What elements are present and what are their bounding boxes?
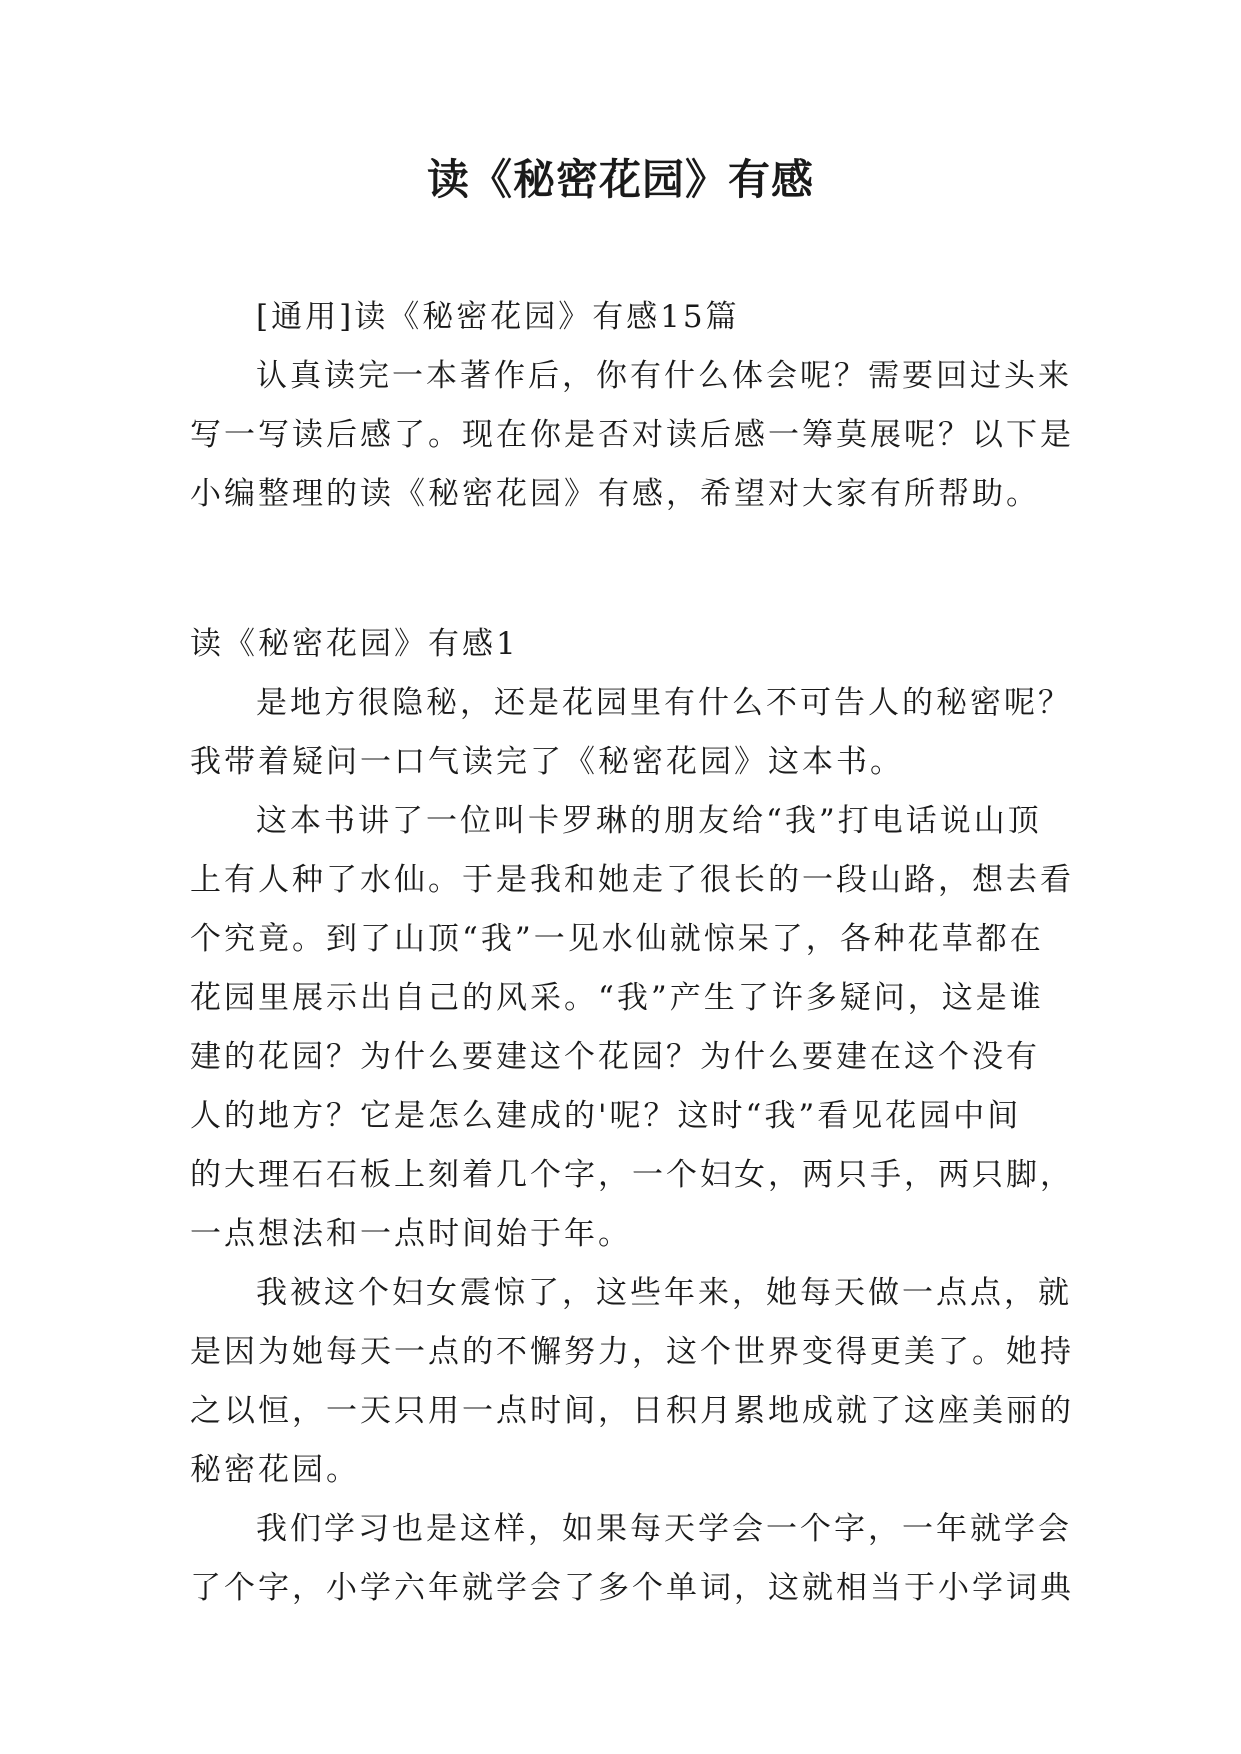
text-line: 个究竟。到了山顶“我”一见水仙就惊呆了，各种花草都在 xyxy=(190,921,1044,957)
text-line: 我们学习也是这样，如果每天学会一个字，一年就学会 xyxy=(256,1511,1072,1547)
text-line: 是因为她每天一点的不懈努力，这个世界变得更美了。她持 xyxy=(190,1334,1074,1370)
text-line: 建的花园？为什么要建这个花园？为什么要建在这个没有 xyxy=(190,1039,1040,1075)
text-line: 认真读完一本著作后，你有什么体会呢？需要回过头来 xyxy=(256,358,1072,394)
section-heading: 读《秘密花园》有感1 xyxy=(190,626,519,662)
text-line: 了个字，小学六年就学会了多个单词，这就相当于小学词典 xyxy=(190,1570,1074,1606)
section-gap xyxy=(190,524,1065,615)
text-line: 之以恒，一天只用一点时间，日积月累地成就了这座美丽的 xyxy=(190,1393,1074,1429)
text-line: [通用]读《秘密花园》有感15篇 xyxy=(256,299,740,335)
text-line: 的大理石石板上刻着几个字，一个妇女，两只手，两只脚， xyxy=(190,1157,1074,1193)
document-title: 读《秘密花园》有感 xyxy=(426,155,814,204)
text-line: 花园里展示出自己的风采。“我”产生了许多疑问，这是谁 xyxy=(190,980,1044,1016)
text-line: 我被这个妇女震惊了，这些年来，她每天做一点点，就 xyxy=(256,1275,1072,1311)
text-line: 小编整理的读《秘密花园》有感，希望对大家有所帮助。 xyxy=(190,476,1040,512)
text-line: 是地方很隐秘，还是花园里有什么不可告人的秘密呢？ xyxy=(256,685,1072,721)
text-line: 我带着疑问一口气读完了《秘密花园》这本书。 xyxy=(190,744,904,780)
text-line: 一点想法和一点时间始于年。 xyxy=(190,1216,632,1252)
text-line: 这本书讲了一位叫卡罗琳的朋友给“我”打电话说山顶 xyxy=(256,803,1042,839)
text-line: 人的地方？它是怎么建成的'呢？这时“我”看见花园中间 xyxy=(190,1098,1022,1134)
text-line: 写一写读后感了。现在你是否对读后感一筹莫展呢？以下是 xyxy=(190,417,1074,453)
text-line: 秘密花园。 xyxy=(190,1452,360,1488)
text-line: 上有人种了水仙。于是我和她走了很长的一段山路，想去看 xyxy=(190,862,1074,898)
document-body xyxy=(190,288,1074,1618)
